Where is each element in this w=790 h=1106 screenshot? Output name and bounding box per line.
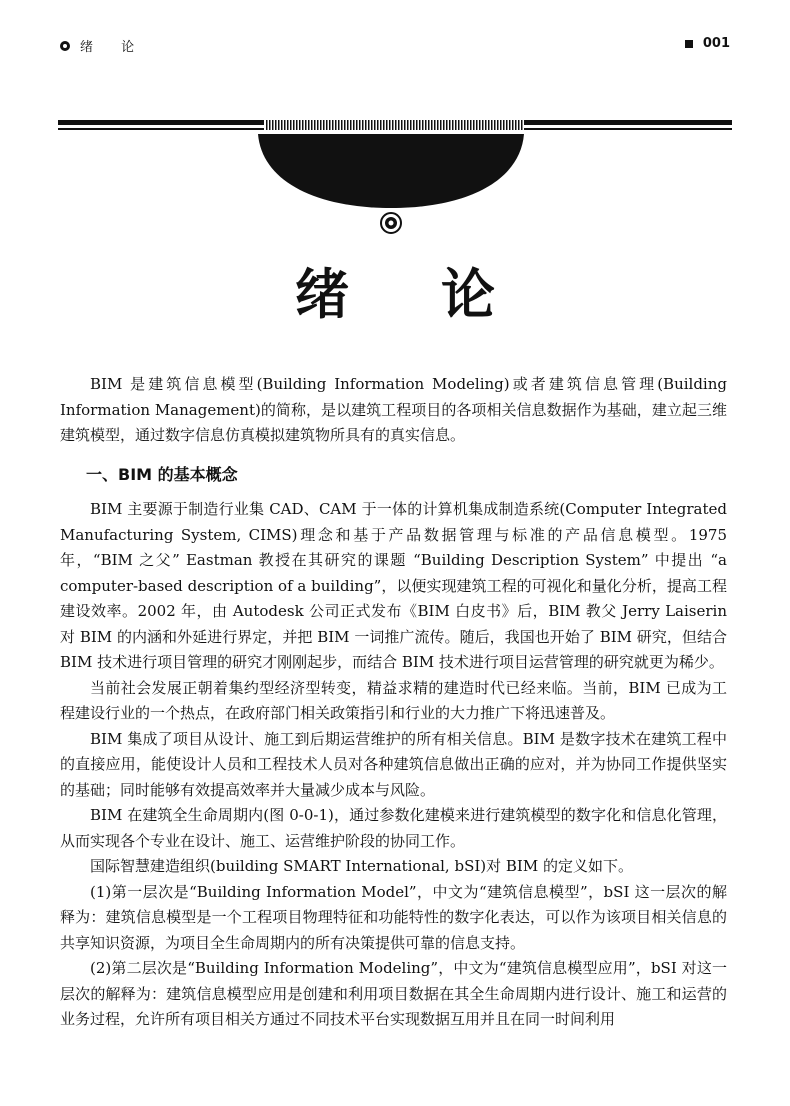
ornament-lines-left — [58, 120, 264, 130]
body-paragraph: (1)第一层次是“Building Information Model”，中文为“建筑信息模型”，bSI 这一层次的解释为：建筑信息模型是一个工程项目物理特征和功能特性的数字化表达，可以作为该项目相关信息的共享知识资源，为项目全生命周期内的所有决策提供可靠的信息支持。 — [60, 882, 727, 952]
section-body — [60, 497, 727, 1033]
header-section-label: 绪 论 — [80, 40, 147, 55]
chapter-ornament — [0, 112, 790, 237]
body-paragraph: BIM 主要源于制造行业集 CAD、CAM 于一体的计算机集成制造系统(Computer Integrated Manufacturing System, CIMS)理念和基于产品数据管理与标准的产品信息模型。1975 年，“BIM 之父” Eastman 教授在其研究的课题 “Building Description System” 中提出 “a computer-based description of a building”，以便实现建筑工程的可视化和量化分析，提高工程建设效率。2002 年，由 Autodesk 公司正式发布《BIM 白皮书》后，BIM 教父 Jerry Laiserin 对 BIM 的内涵和外延进行界定，并把 BIM 一词推广流传。随后，我国也开始了 BIM 研究，但结合 BIM 技术进行项目管理的研究才刚刚起步，而结合 BIM 技术进行项目运营管理的研究就更为稀少。 — [60, 500, 727, 671]
ornament-lines-right — [524, 120, 732, 130]
body-paragraph: (2)第二层次是“Building Information Modeling”，中文为“建筑信息模型应用”，bSI 对这一层次的解释为：建筑信息模型应用是创建和利用项目数据在其全生命周期内进行设计、施工和运营的业务过程，允许所有项目相关方通过不同技术平台实现数据互用并且在同一时间利用 — [60, 959, 727, 1028]
intro-text — [60, 372, 727, 449]
header-section — [60, 36, 146, 55]
body-paragraph: BIM 集成了项目从设计、施工到后期运营维护的所有相关信息。BIM 是数字技术在建筑工程中的直接应用，能使设计人员和工程技术人员对各种建筑信息做出正确的应对，并为协同工作提供坚实的基础；同时能够有效提高效率并大量减少成本与风险。 — [60, 729, 727, 799]
page-number: 001 — [702, 36, 730, 51]
ornament-target-icon — [381, 213, 401, 233]
header-bullet-icon — [60, 41, 70, 51]
ornament-hatch — [266, 120, 523, 130]
body-paragraph: 国际智慧建造组织(building SMART International, bSI)对 BIM 的定义如下。 — [90, 857, 633, 875]
running-header — [60, 36, 730, 56]
chapter-title: 绪论 — [295, 263, 587, 326]
ornament-semicircle — [258, 134, 524, 208]
header-page — [685, 36, 730, 51]
intro-paragraph: BIM 是建筑信息模型(Building Information Modeling)或者建筑信息管理(Building Information Management)的简称，是以建筑工程项目的各项相关信息数据作为基础，建立起三维建筑模型，通过数字信息仿真模拟建筑物所具有的真实信息。 — [60, 375, 727, 444]
section-heading: 一、BIM 的基本概念 — [86, 465, 238, 484]
body-paragraph: 当前社会发展正朝着集约型经济型转变，精益求精的建造时代已经来临。当前，BIM 已成为工程建设行业的一个热点，在政府部门相关政策指引和行业的大力推广下将迅速普及。 — [60, 678, 727, 722]
header-square-icon — [685, 40, 693, 48]
body-paragraph: BIM 在建筑全生命周期内(图 0-0-1)，通过参数化建模来进行建筑模型的数字化和信息化管理，从而实现各个专业在设计、施工、运营维护阶段的协同工作。 — [60, 806, 727, 850]
